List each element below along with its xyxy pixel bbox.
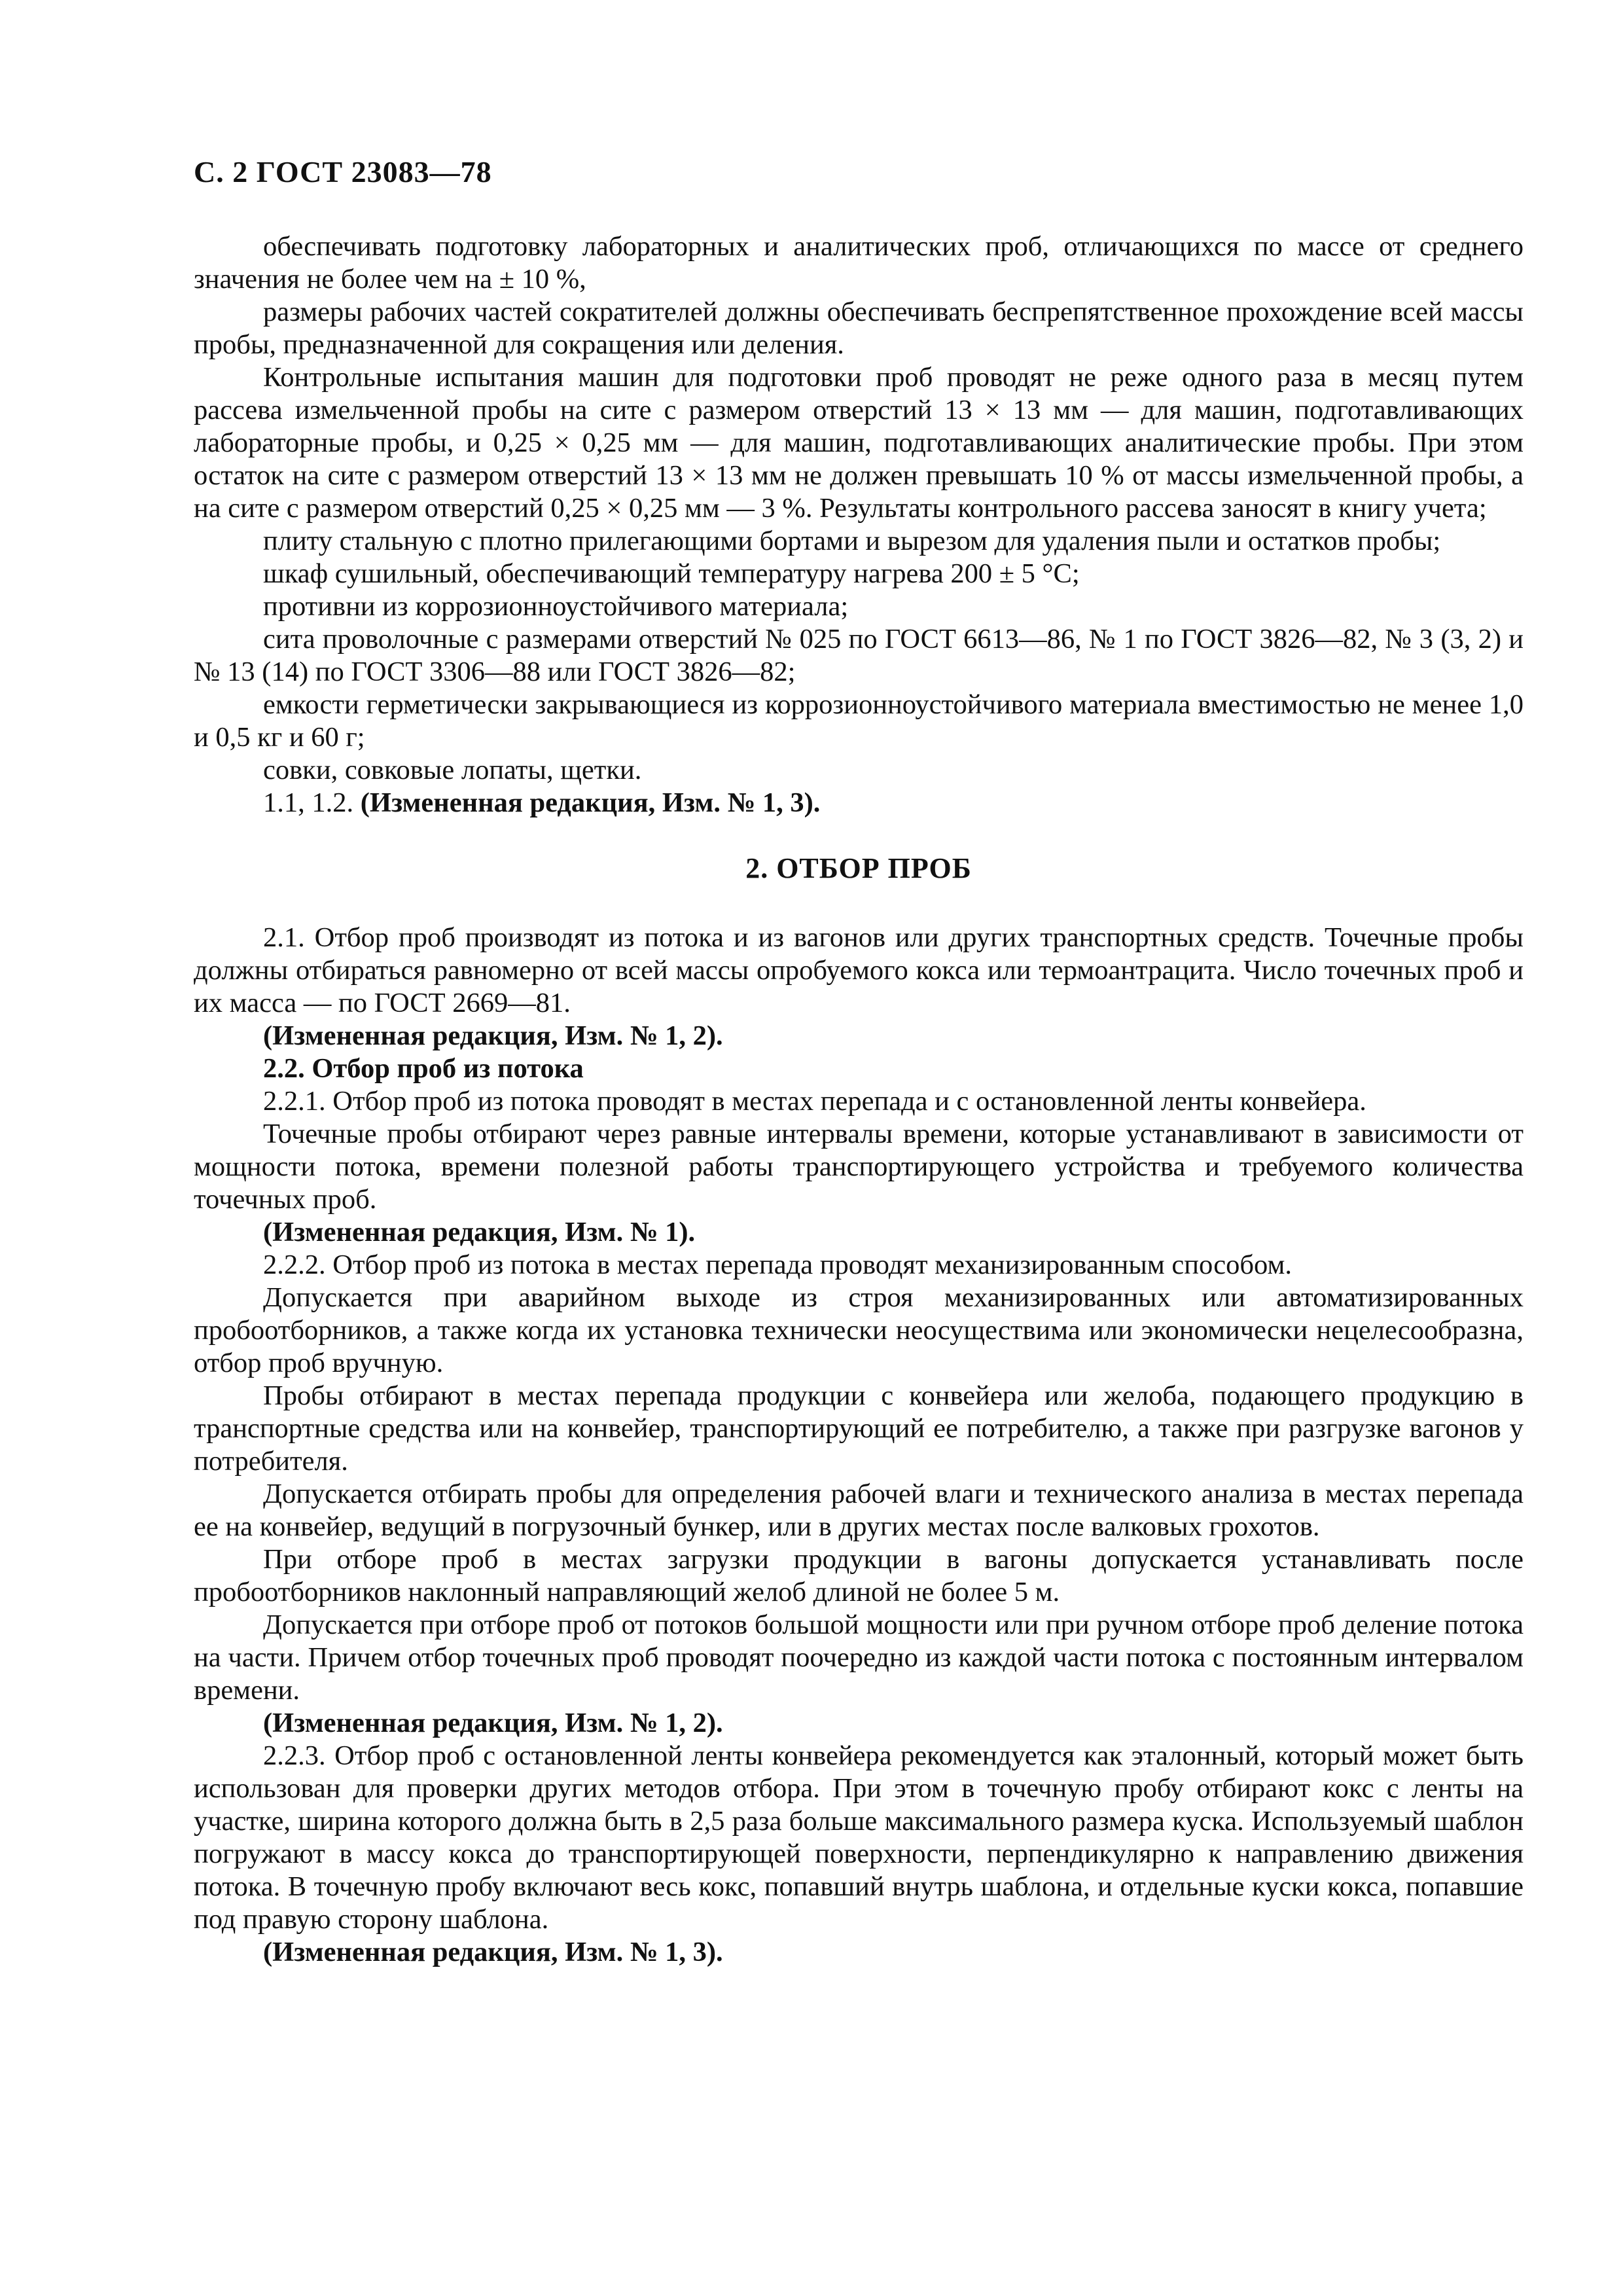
- edition-note-text: (Измененная редакция, Изм. № 1, 3).: [360, 787, 821, 818]
- paragraph: 2.1. Отбор проб производят из потока и из вагонов или других транспортных средств. Точечные пробы должны отбираться равномерно от всей массы опробуемого кокса или термоантрацита. Число точечных проб и их масса — по ГОСТ 2669—81.: [194, 922, 1524, 1018]
- paragraph: плиту стальную с плотно прилегающими бортами и вырезом для удаления пыли и остатков пробы;: [263, 526, 1441, 556]
- edition-note: (Измененная редакция, Изм. № 1, 2).: [263, 1708, 723, 1738]
- paragraph: 2.2.2. Отбор проб из потока в местах перепада проводят механизированным способом.: [263, 1249, 1292, 1280]
- edition-note: (Измененная редакция, Изм. № 1, 3).: [263, 1937, 723, 1967]
- paragraph: совки, совковые лопаты, щетки.: [263, 755, 642, 785]
- paragraph: Пробы отбирают в местах перепада продукции с конвейера или желоба, подающего продукцию в транспортные средства или на конвейер, транспортирующий ее потребителю, а также при разгрузке вагонов у потребителя.: [194, 1380, 1524, 1477]
- paragraph: Допускается при отборе проб от потоков большой мощности или при ручном отборе проб деление потока на части. Причем отбор точечных проб проводят поочередно из каждой части потока с постоянным интервалом времени.: [194, 1609, 1524, 1706]
- paragraph: шкаф сушильный, обеспечивающий температуру нагрева 200 ± 5 °С;: [263, 558, 1080, 589]
- paragraph: противни из коррозионноустойчивого материала;: [263, 591, 849, 622]
- paragraph: емкости герметически закрывающиеся из коррозионноустойчивого материала вместимостью не менее 1,0 и 0,5 кг и 60 г;: [194, 689, 1524, 753]
- document-body: [194, 230, 1524, 1969]
- subsection-heading: 2.2. Отбор проб из потока: [263, 1053, 584, 1084]
- paragraph: сита проволочные с размерами отверстий № 025 по ГОСТ 6613—86, № 1 по ГОСТ 3826—82, № 3 (3, 2) и № 13 (14) по ГОСТ 3306—88 или ГОСТ 3826—82;: [194, 624, 1524, 687]
- paragraph: 2.2.3. Отбор проб с остановленной ленты конвейера рекомендуется как эталонный, который может быть использован для проверки других методов отбора. При этом в точечную пробу отбирают кокс с ленты на участке, ширина которого должна быть в 2,5 раза больше максимального размера куска. Используемый шаблон погружают в массу кокса до транспортирующей поверхности, перпендикулярно к направлению движения потока. В точечную пробу включают весь кокс, попавший внутрь шаблона, и отдельные куски кокса, попавшие под правую сторону шаблона.: [194, 1740, 1524, 1935]
- edition-note: (Измененная редакция, Изм. № 1, 2).: [263, 1020, 723, 1051]
- paragraph: Контрольные испытания машин для подготовки проб проводят не реже одного раза в месяц путем рассева измельченной пробы на сите с размером отверстий 13 × 13 мм — для машин, подготавливающих лабораторные пробы, и 0,25 × 0,25 мм — для машин, подготавливающих аналитические пробы. При этом остаток на сите с размером отверстий 13 × 13 мм не должен превышать 10 % от массы измельченной пробы, а на сите с размером отверстий 0,25 × 0,25 мм — 3 %. Результаты контрольного рассева заносят в книгу учета;: [194, 362, 1524, 524]
- paragraph: размеры рабочих частей сократителей должны обеспечивать беспрепятственное прохождение всей массы пробы, предназначенной для сокращения или деления.: [194, 296, 1524, 360]
- paragraph: Допускается при аварийном выходе из строя механизированных или автоматизированных пробоотборников, а также когда их установка технически неосуществима или экономически нецелесообразна, отбор проб вручную.: [194, 1282, 1524, 1378]
- paragraph: 2.2.1. Отбор проб из потока проводят в местах перепада и с остановленной ленты конвейера.: [263, 1086, 1366, 1117]
- edition-note: (Измененная редакция, Изм. № 1).: [263, 1217, 696, 1247]
- section-title: 2. ОТБОР ПРОБ: [745, 852, 972, 884]
- paragraph: Допускается отбирать пробы для определения рабочей влаги и технического анализа в местах перепада ее на конвейер, ведущий в погрузочный бункер, или в других местах после валковых грохотов.: [194, 1479, 1524, 1542]
- edition-note: [194, 787, 1524, 819]
- paragraph: Точечные пробы отбирают через равные интервалы времени, которые устанавливают в зависимости от мощности потока, времени полезной работы транспортирующего устройства и требуемого количества точечных проб.: [194, 1119, 1524, 1215]
- paragraph: При отборе проб в местах загрузки продукции в вагоны допускается устанавливать после пробоотборников наклонный направляющий желоб длиной не более 5 м.: [194, 1544, 1524, 1607]
- page-header: С. 2 ГОСТ 23083—78: [194, 155, 492, 188]
- paragraph: обеспечивать подготовку лабораторных и аналитических проб, отличающихся по массе от среднего значения не более чем на ± 10 %,: [194, 231, 1524, 295]
- edition-note-prefix: 1.1, 1.2.: [263, 787, 354, 818]
